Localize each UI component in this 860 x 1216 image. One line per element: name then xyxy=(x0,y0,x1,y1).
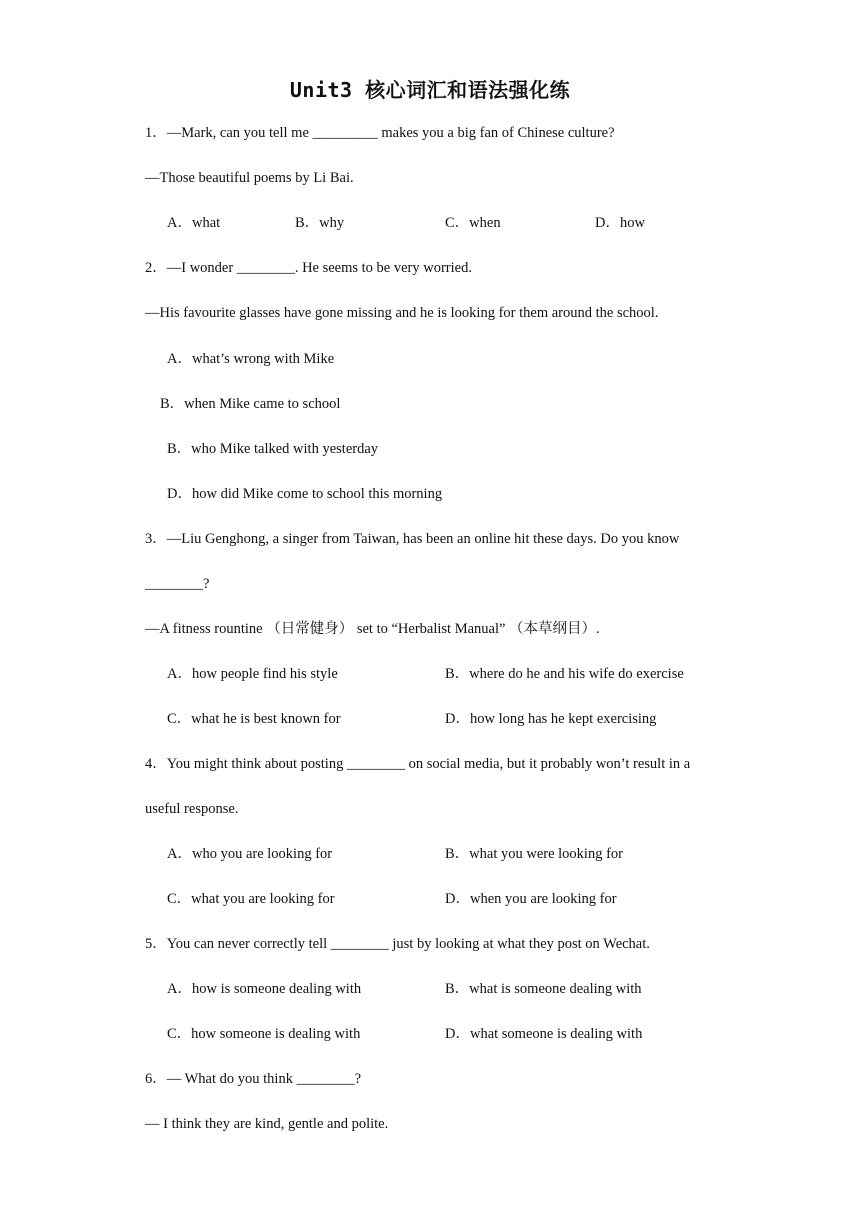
question-2-option-c: B．who Mike talked with yesterday xyxy=(167,441,379,457)
question-1-option-d: D．how xyxy=(595,215,645,231)
question-3-option-c: C．what he is best known for xyxy=(167,711,341,727)
question-1-stem: 1．—Mark, can you tell me _________ makes you a big fan of Chinese culture? xyxy=(145,125,615,141)
question-6-stem: 6．— What do you think ________? xyxy=(145,1071,362,1087)
question-5-option-d: D．what someone is dealing with xyxy=(445,1026,643,1042)
question-1-option-b: B．why xyxy=(295,215,345,231)
question-5-option-c: C．how someone is dealing with xyxy=(167,1026,361,1042)
page-title: Unit3 核心词汇和语法强化练 xyxy=(289,78,571,102)
question-3-option-b: B．where do he and his wife do exercise xyxy=(445,666,684,682)
question-1-reply: —Those beautiful poems by Li Bai. xyxy=(145,170,354,186)
question-2-option-a: A．what’s wrong with Mike xyxy=(167,351,335,367)
question-2-option-d: D．how did Mike come to school this morning xyxy=(167,486,443,502)
question-1-option-a: A．what xyxy=(167,215,221,231)
question-4-option-c: C．what you are looking for xyxy=(167,891,335,907)
question-2-reply: —His favourite glasses have gone missing and he is looking for them around the school. xyxy=(145,305,659,321)
question-4-option-d: D．when you are looking for xyxy=(445,891,617,907)
question-3-reply: —A fitness rountine （日常健身） set to “Herbalist Manual” （本草纲目）. xyxy=(145,621,600,637)
question-3-option-a: A．how people find his style xyxy=(167,666,338,682)
question-3-stem: 3．—Liu Genghong, a singer from Taiwan, has been an online hit these days. Do you know xyxy=(145,531,680,547)
question-2-option-b: B．when Mike came to school xyxy=(160,396,341,412)
question-4-option-a: A．who you are looking for xyxy=(167,846,333,862)
question-6-reply: — I think they are kind, gentle and polite. xyxy=(145,1116,389,1132)
question-4-stem: 4．You might think about posting ________ on social media, but it probably won’t result in a xyxy=(145,756,691,772)
question-1-option-c: C．when xyxy=(445,215,501,231)
question-5-option-a: A．how is someone dealing with xyxy=(167,981,362,997)
question-3-stem-continued: ________? xyxy=(145,576,210,592)
question-3-option-d: D．how long has he kept exercising xyxy=(445,711,657,727)
question-2-stem: 2．—I wonder ________. He seems to be very worried. xyxy=(145,260,472,276)
question-5-stem: 5．You can never correctly tell ________ just by looking at what they post on Wechat. xyxy=(145,936,650,952)
question-4-stem-continued: useful response. xyxy=(145,801,239,817)
question-5-option-b: B．what is someone dealing with xyxy=(445,981,642,997)
question-4-option-b: B．what you were looking for xyxy=(445,846,623,862)
